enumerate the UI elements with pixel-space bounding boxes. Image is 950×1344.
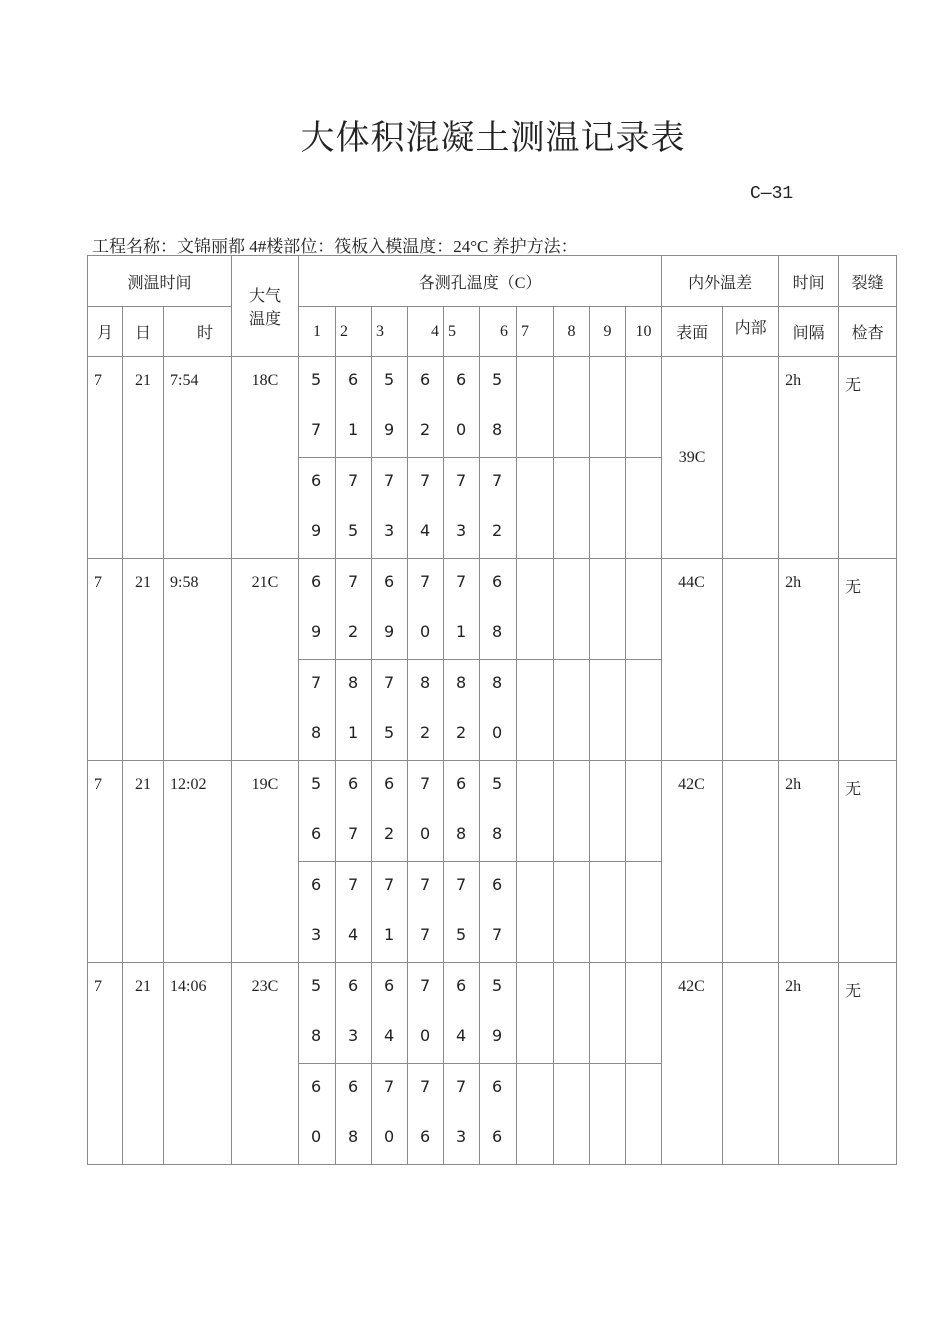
- reading-digit: 8: [420, 673, 431, 692]
- reading-digit: 7: [456, 875, 467, 894]
- reading-digit: 1: [456, 622, 467, 641]
- reading-digit: 5: [311, 976, 322, 995]
- reading-digit: 3: [311, 925, 322, 944]
- empty-hole-cell: [517, 1064, 554, 1165]
- hole-reading-surface: [408, 357, 444, 458]
- hole-reading-deep: [444, 660, 480, 761]
- reading-digit: 7: [492, 471, 503, 490]
- header-hour: 时: [164, 307, 232, 357]
- reading-digit: 2: [384, 824, 395, 843]
- hole-reading-deep: [408, 458, 444, 559]
- empty-hole-cell: [590, 761, 626, 862]
- reading-digit: 5: [311, 774, 322, 793]
- empty-hole-cell: [590, 862, 626, 963]
- reading-digit: 7: [384, 673, 395, 692]
- reading-digit: 0: [420, 1026, 431, 1045]
- hole-reading-deep: [299, 1064, 336, 1165]
- header-measure-time: 测温时间: [88, 256, 232, 307]
- surface-diff-cell: 42C: [662, 963, 723, 1165]
- empty-hole-cell: [554, 862, 590, 963]
- header-hole-5: 5: [444, 307, 480, 357]
- hole-reading-deep: [336, 862, 372, 963]
- time-cell: 12:02: [164, 761, 232, 963]
- reading-digit: 6: [456, 370, 467, 389]
- reading-digit: 8: [492, 824, 503, 843]
- hole-reading-surface: [408, 761, 444, 862]
- reading-digit: 7: [420, 572, 431, 591]
- empty-hole-cell: [517, 963, 554, 1064]
- reading-digit: 5: [492, 976, 503, 995]
- reading-digit: 7: [492, 925, 503, 944]
- header-interval-top: 时间: [779, 256, 839, 307]
- record-row: [88, 357, 897, 458]
- reading-digit: 6: [492, 572, 503, 591]
- hole-reading-deep: [480, 862, 517, 963]
- reading-digit: 7: [384, 471, 395, 490]
- hole-reading-surface: [299, 357, 336, 458]
- crack-check-cell: 无: [839, 963, 897, 1165]
- hole-reading-surface: [336, 357, 372, 458]
- reading-digit: 6: [492, 1077, 503, 1096]
- hole-reading-deep: [336, 458, 372, 559]
- reading-digit: 6: [311, 572, 322, 591]
- reading-digit: 2: [420, 420, 431, 439]
- hole-reading-deep: [408, 660, 444, 761]
- header-hole-4: 4: [408, 307, 444, 357]
- hole-reading-surface: [480, 357, 517, 458]
- hole-reading-surface: [408, 963, 444, 1064]
- reading-digit: 5: [348, 521, 359, 540]
- reading-digit: 6: [492, 1127, 503, 1146]
- hole-reading-surface: [299, 761, 336, 862]
- time-cell: 14:06: [164, 963, 232, 1165]
- header-hole-6: 6: [480, 307, 517, 357]
- header-inner: 内部: [723, 307, 779, 357]
- inner-diff-cell: [723, 559, 779, 761]
- empty-hole-cell: [590, 1064, 626, 1165]
- hole-reading-surface: [444, 357, 480, 458]
- empty-hole-cell: [517, 761, 554, 862]
- header-hole-10: 10: [626, 307, 662, 357]
- reading-digit: 2: [420, 723, 431, 742]
- reading-digit: 5: [456, 925, 467, 944]
- reading-digit: 7: [311, 420, 322, 439]
- reading-digit: 6: [348, 774, 359, 793]
- reading-digit: 3: [456, 1127, 467, 1146]
- empty-hole-cell: [590, 559, 626, 660]
- reading-digit: 6: [384, 976, 395, 995]
- month-cell: 7: [88, 559, 123, 761]
- reading-digit: 7: [348, 572, 359, 591]
- interval-cell: 2h: [779, 963, 839, 1165]
- header-hole-2: 2: [336, 307, 372, 357]
- hole-reading-surface: [480, 963, 517, 1064]
- empty-hole-cell: [554, 458, 590, 559]
- reading-digit: 8: [348, 1127, 359, 1146]
- record-row: [88, 761, 897, 862]
- reading-digit: 5: [384, 723, 395, 742]
- header-air-temp: 大气温度: [232, 256, 299, 357]
- empty-hole-cell: [554, 357, 590, 458]
- month-cell: 7: [88, 963, 123, 1165]
- reading-digit: 7: [456, 1077, 467, 1096]
- reading-digit: 2: [348, 622, 359, 641]
- reading-digit: 1: [384, 925, 395, 944]
- hole-reading-deep: [299, 458, 336, 559]
- empty-hole-cell: [590, 458, 626, 559]
- day-cell: 21: [123, 559, 164, 761]
- air-temp-cell: 21C: [232, 559, 299, 761]
- empty-hole-cell: [626, 963, 662, 1064]
- reading-digit: 4: [456, 1026, 467, 1045]
- reading-digit: 7: [456, 471, 467, 490]
- reading-digit: 1: [348, 723, 359, 742]
- hole-reading-surface: [372, 963, 408, 1064]
- hole-reading-surface: [480, 559, 517, 660]
- reading-digit: 6: [348, 370, 359, 389]
- inner-diff-cell: [723, 357, 779, 559]
- empty-hole-cell: [626, 761, 662, 862]
- interval-cell: 2h: [779, 559, 839, 761]
- hole-reading-surface: [336, 761, 372, 862]
- reading-digit: 0: [384, 1127, 395, 1146]
- hole-reading-deep: [299, 660, 336, 761]
- reading-digit: 6: [311, 471, 322, 490]
- crack-check-cell: 无: [839, 761, 897, 963]
- page-title: 大体积混凝土测温记录表: [300, 120, 686, 157]
- empty-hole-cell: [590, 963, 626, 1064]
- hole-reading-deep: [336, 1064, 372, 1165]
- reading-digit: 4: [384, 1026, 395, 1045]
- hole-reading-deep: [480, 660, 517, 761]
- reading-digit: 7: [420, 925, 431, 944]
- hole-reading-surface: [299, 963, 336, 1064]
- day-cell: 21: [123, 963, 164, 1165]
- reading-digit: 5: [384, 370, 395, 389]
- reading-digit: 7: [420, 1077, 431, 1096]
- air-temp-cell: 23C: [232, 963, 299, 1165]
- reading-digit: 6: [348, 976, 359, 995]
- time-cell: 9:58: [164, 559, 232, 761]
- reading-digit: 8: [311, 723, 322, 742]
- reading-digit: 1: [348, 420, 359, 439]
- empty-hole-cell: [554, 660, 590, 761]
- reading-digit: 6: [492, 875, 503, 894]
- reading-digit: 5: [492, 774, 503, 793]
- hole-reading-deep: [444, 458, 480, 559]
- day-cell: 21: [123, 357, 164, 559]
- reading-digit: 6: [311, 824, 322, 843]
- reading-digit: 2: [492, 521, 503, 540]
- interval-cell: 2h: [779, 761, 839, 963]
- empty-hole-cell: [590, 660, 626, 761]
- empty-hole-cell: [517, 357, 554, 458]
- reading-digit: 6: [348, 1077, 359, 1096]
- empty-hole-cell: [517, 862, 554, 963]
- reading-digit: 8: [456, 673, 467, 692]
- empty-hole-cell: [554, 559, 590, 660]
- reading-digit: 7: [384, 1077, 395, 1096]
- header-interval-bottom: 间隔: [779, 307, 839, 357]
- reading-digit: 6: [311, 875, 322, 894]
- hole-reading-deep: [480, 1064, 517, 1165]
- header-temp-diff: 内外温差: [662, 256, 779, 307]
- empty-hole-cell: [554, 761, 590, 862]
- empty-hole-cell: [517, 660, 554, 761]
- hole-reading-deep: [480, 458, 517, 559]
- surface-diff-cell: 39C: [662, 357, 723, 559]
- empty-hole-cell: [626, 357, 662, 458]
- reading-digit: 9: [311, 521, 322, 540]
- header-hole-1: 1: [299, 307, 336, 357]
- reading-digit: 8: [348, 673, 359, 692]
- crack-check-cell: 无: [839, 559, 897, 761]
- header-surface: 表面: [662, 307, 723, 357]
- empty-hole-cell: [626, 458, 662, 559]
- hole-reading-surface: [372, 761, 408, 862]
- empty-hole-cell: [554, 963, 590, 1064]
- reading-digit: 6: [311, 1077, 322, 1096]
- header-crack-bottom: 检杳: [839, 307, 897, 357]
- empty-hole-cell: [517, 458, 554, 559]
- hole-reading-deep: [444, 1064, 480, 1165]
- air-temp-cell: 19C: [232, 761, 299, 963]
- hole-reading-deep: [408, 862, 444, 963]
- hole-reading-surface: [480, 761, 517, 862]
- hole-reading-deep: [299, 862, 336, 963]
- day-cell: 21: [123, 761, 164, 963]
- reading-digit: 6: [384, 774, 395, 793]
- hole-reading-surface: [336, 559, 372, 660]
- reading-digit: 7: [420, 471, 431, 490]
- hole-reading-surface: [336, 963, 372, 1064]
- reading-digit: 2: [456, 723, 467, 742]
- hole-reading-surface: [372, 559, 408, 660]
- header-day: 日: [123, 307, 164, 357]
- empty-hole-cell: [517, 559, 554, 660]
- header-hole-temps: 各测孔温度（C）: [299, 256, 662, 307]
- hole-reading-deep: [372, 458, 408, 559]
- record-row: [88, 559, 897, 660]
- hole-reading-deep: [372, 660, 408, 761]
- reading-digit: 7: [348, 824, 359, 843]
- surface-diff-cell: 44C: [662, 559, 723, 761]
- empty-hole-cell: [626, 862, 662, 963]
- empty-hole-cell: [554, 1064, 590, 1165]
- reading-digit: 7: [456, 572, 467, 591]
- month-cell: 7: [88, 761, 123, 963]
- empty-hole-cell: [626, 660, 662, 761]
- reading-digit: 6: [456, 774, 467, 793]
- inner-diff-cell: [723, 761, 779, 963]
- reading-digit: 7: [311, 673, 322, 692]
- reading-digit: 7: [420, 976, 431, 995]
- reading-digit: 7: [348, 875, 359, 894]
- reading-digit: 0: [420, 824, 431, 843]
- reading-digit: 4: [420, 521, 431, 540]
- header-hole-7: 7: [517, 307, 554, 357]
- interval-cell: 2h: [779, 357, 839, 559]
- reading-digit: 5: [492, 370, 503, 389]
- project-info: 工程名称：文锦丽都 4#楼部位：筏板入模温度：24°C 养护方法：: [92, 237, 578, 256]
- reading-digit: 8: [456, 824, 467, 843]
- empty-hole-cell: [590, 357, 626, 458]
- hole-reading-deep: [408, 1064, 444, 1165]
- hole-reading-surface: [444, 559, 480, 660]
- reading-digit: 3: [348, 1026, 359, 1045]
- header-crack-top: 裂缝: [839, 256, 897, 307]
- surface-diff-cell: 42C: [662, 761, 723, 963]
- header-hole-8: 8: [554, 307, 590, 357]
- reading-digit: 6: [420, 370, 431, 389]
- hole-reading-surface: [408, 559, 444, 660]
- reading-digit: 7: [384, 875, 395, 894]
- empty-hole-cell: [626, 1064, 662, 1165]
- reading-digit: 0: [492, 723, 503, 742]
- reading-digit: 0: [311, 1127, 322, 1146]
- form-code: C—31: [750, 184, 794, 204]
- reading-digit: 9: [492, 1026, 503, 1045]
- hole-reading-surface: [444, 761, 480, 862]
- reading-digit: 3: [384, 521, 395, 540]
- reading-digit: 0: [420, 622, 431, 641]
- reading-digit: 8: [311, 1026, 322, 1045]
- reading-digit: 7: [420, 774, 431, 793]
- reading-digit: 5: [311, 370, 322, 389]
- reading-digit: 6: [420, 1127, 431, 1146]
- reading-digit: 3: [456, 521, 467, 540]
- reading-digit: 6: [384, 572, 395, 591]
- air-temp-cell: 18C: [232, 357, 299, 559]
- reading-digit: 8: [492, 622, 503, 641]
- reading-digit: 8: [492, 420, 503, 439]
- reading-digit: 4: [348, 925, 359, 944]
- reading-digit: 7: [348, 471, 359, 490]
- header-hole-3: 3: [372, 307, 408, 357]
- hole-reading-surface: [444, 963, 480, 1064]
- reading-digit: 9: [384, 420, 395, 439]
- empty-hole-cell: [626, 559, 662, 660]
- inner-diff-cell: [723, 963, 779, 1165]
- hole-reading-surface: [299, 559, 336, 660]
- reading-digit: 9: [311, 622, 322, 641]
- hole-reading-surface: [372, 357, 408, 458]
- record-row: [88, 963, 897, 1064]
- reading-digit: 9: [384, 622, 395, 641]
- hole-reading-deep: [372, 1064, 408, 1165]
- temperature-record-table: [87, 255, 897, 1165]
- reading-digit: 0: [456, 420, 467, 439]
- time-cell: 7:54: [164, 357, 232, 559]
- crack-check-cell: 无: [839, 357, 897, 559]
- reading-digit: 7: [420, 875, 431, 894]
- header-month: 月: [88, 307, 123, 357]
- month-cell: 7: [88, 357, 123, 559]
- header-hole-9: 9: [590, 307, 626, 357]
- hole-reading-deep: [336, 660, 372, 761]
- hole-reading-deep: [372, 862, 408, 963]
- reading-digit: 8: [492, 673, 503, 692]
- reading-digit: 6: [456, 976, 467, 995]
- hole-reading-deep: [444, 862, 480, 963]
